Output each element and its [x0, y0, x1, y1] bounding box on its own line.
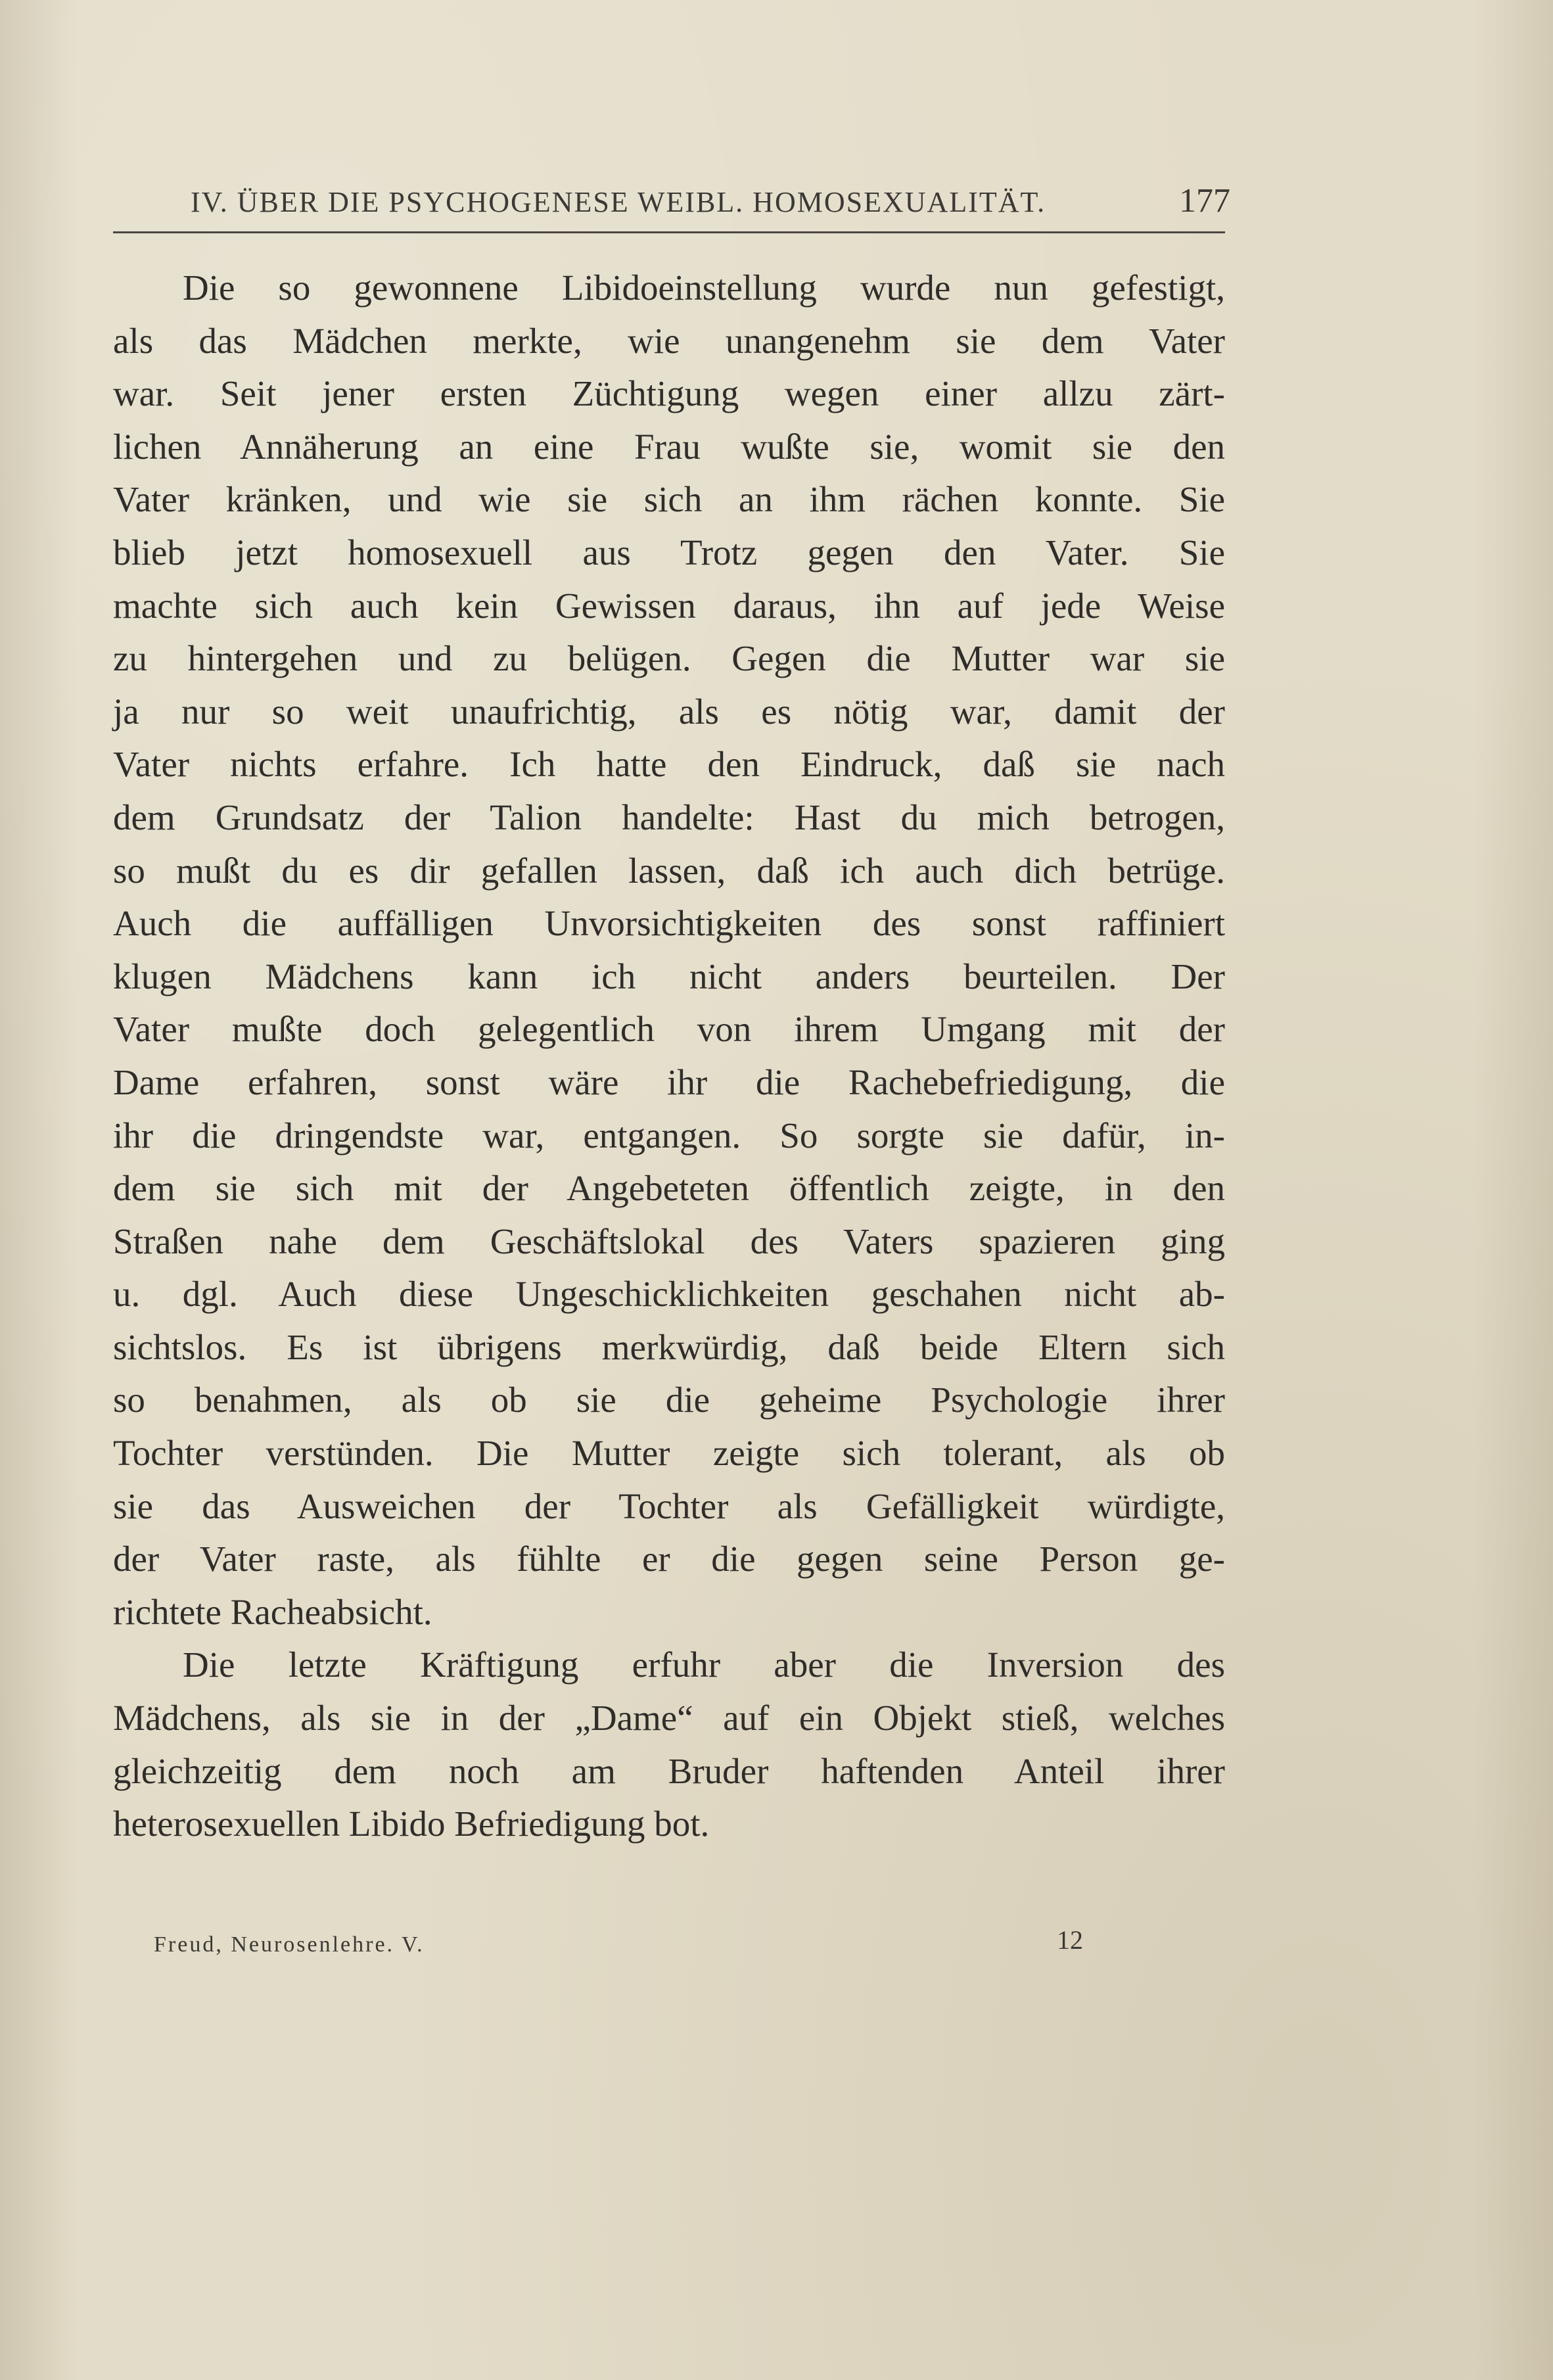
text-line: zu hintergehen und zu belügen. Gegen die Mutter war sie: [113, 638, 1225, 679]
text-line: der Vater raste, als fühlte er die gegen seine Person ge-: [113, 1539, 1225, 1579]
text-line: Vater nichts erfahre. Ich hatte den Eindruck, daß sie nach: [113, 744, 1225, 785]
text-line: war. Seit jener ersten Züchtigung wegen einer allzu zärt-: [113, 373, 1225, 414]
text-line: Die letzte Kräftigung erfuhr aber die Inversion des: [183, 1645, 1225, 1685]
text-line: heterosexuellen Libido Befriedigung bot.: [113, 1804, 710, 1844]
text-line: Mädchens, als sie in der „Dame“ auf ein Objekt stieß, welches: [113, 1698, 1225, 1738]
page-number: 177: [1179, 182, 1230, 220]
footer-imprint: Freud, Neurosenlehre. V.: [154, 1932, 425, 1957]
text-line: Vater kränken, und wie sie sich an ihm rächen konnte. Sie: [113, 479, 1225, 520]
signature-mark: 12: [1057, 1925, 1083, 1955]
text-line: so mußt du es dir gefallen lassen, daß ich auch dich betrüge.: [113, 850, 1225, 891]
text-line: blieb jetzt homosexuell aus Trotz gegen den Vater. Sie: [113, 532, 1225, 572]
text-line: ihr die dringendste war, entgangen. So sorgte sie dafür, in-: [113, 1115, 1225, 1155]
text-line: u. dgl. Auch diese Ungeschicklichkeiten geschahen nicht ab-: [113, 1274, 1225, 1315]
text-line: als das Mädchen merkte, wie unangenehm sie dem Vater: [113, 320, 1225, 361]
text-line: richtete Racheabsicht.: [113, 1591, 432, 1632]
text-line: sie das Ausweichen der Tochter als Gefälligkeit würdigte,: [113, 1485, 1225, 1526]
text-line: Vater mußte doch gelegentlich von ihrem Umgang mit der: [113, 1009, 1225, 1050]
text-line: machte sich auch kein Gewissen daraus, ihn auf jede Weise: [113, 585, 1225, 626]
text-line: dem sie sich mit der Angebeteten öffentlich zeigte, in den: [113, 1168, 1225, 1209]
body-text: [113, 262, 1225, 1851]
header-rule: [113, 231, 1225, 233]
text-line: lichen Annäherung an eine Frau wußte sie, womit sie den: [113, 426, 1225, 467]
text-line: Die so gewonnene Libidoeinstellung wurde nun gefestigt,: [183, 268, 1225, 308]
text-line: klugen Mädchens kann ich nicht anders beurteilen. Der: [113, 956, 1225, 996]
text-line: Dame erfahren, sonst wäre ihr die Rachebefriedigung, die: [113, 1062, 1225, 1102]
text-line: Tochter verstünden. Die Mutter zeigte sich tolerant, als ob: [113, 1433, 1225, 1474]
text-line: Straßen nahe dem Geschäftslokal des Vaters spazieren ging: [113, 1221, 1225, 1261]
text-line: so benahmen, als ob sie die geheime Psychologie ihrer: [113, 1380, 1225, 1420]
text-line: gleichzeitig dem noch am Bruder haftenden Anteil ihrer: [113, 1750, 1225, 1791]
text-line: dem Grundsatz der Talion handelte: Hast du mich betrogen,: [113, 797, 1225, 837]
text-line: Auch die auffälligen Unvorsichtigkeiten des sonst raffiniert: [113, 903, 1225, 944]
text-line: sichtslos. Es ist übrigens merkwürdig, daß beide Eltern sich: [113, 1326, 1225, 1367]
text-line: ja nur so weit unaufrichtig, als es nötig war, damit der: [113, 691, 1225, 732]
page-header: [113, 179, 1230, 229]
running-head: IV. ÜBER DIE PSYCHOGENESE WEIBL. HOMOSEXUALITÄT.: [191, 186, 1046, 218]
